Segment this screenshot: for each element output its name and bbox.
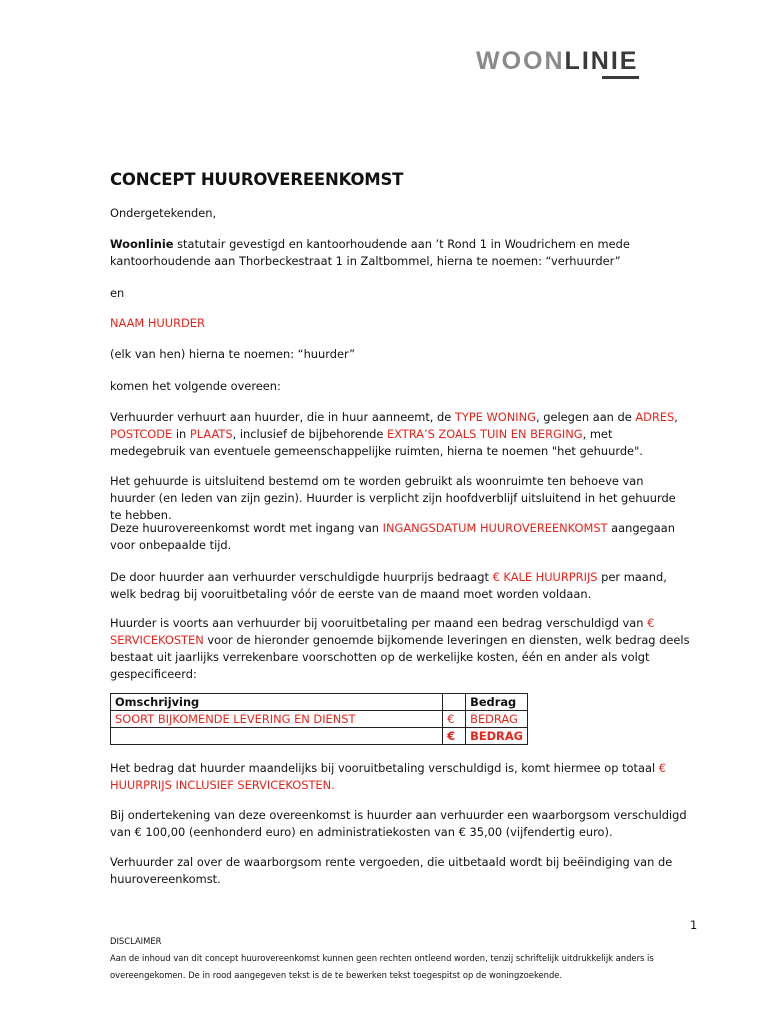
placeholder-servicekosten: € SERVICEKOSTEN [110, 616, 655, 647]
deposit-paragraph: Bij ondertekening van deze overeenkomst is huurder aan verhuurder een waarborgsom verschuldigd van € 100,00 (eenhonderd euro) en administratiekosten van € 35,00 (vijfendertig euro). [110, 808, 687, 839]
row-amount: BEDRAG [466, 711, 528, 728]
header-omschrijving: Omschrijving [111, 694, 443, 711]
placeholder-ingangsdatum: INGANGSDATUM HUUROVEREENKOMST [382, 521, 608, 535]
document-title: CONCEPT HUUROVEREENKOMST [110, 170, 404, 189]
service-costs-paragraph: Huurder is voorts aan verhuurder bij vooruitbetaling per maand een bedrag verschuldigd van € SERVICEKOSTEN voor de hieronder genoemde bijkomende leveringen en diensten, welk bedrag deels bestaat uit jaarlijks verrekenbare voorschotten op de werkelijke kosten, één en ander als volgt gespecificeerd: [110, 616, 690, 681]
placeholder-huurprijs-inclusief: € HUURPRIJS INCLUSIEF SERVICEKOSTEN. [110, 761, 666, 792]
rent-price-paragraph: De door huurder aan verhuurder verschuldigde huurprijs bedraagt € KALE HUURPRIJS per maand, welk bedrag bij vooruitbetaling vóór de eerste van de maand moet worden voldaan. [110, 570, 667, 601]
service-costs-table [110, 693, 528, 745]
page-number: 1 [690, 918, 698, 932]
placeholder-kale-huurprijs: € KALE HUURPRIJS [492, 570, 598, 584]
total-currency: € [443, 728, 466, 745]
placeholder-adres: ADRES [635, 410, 675, 424]
table-header-row [111, 694, 528, 711]
disclaimer-text: Aan de inhoud van dit concept huurovereenkomst kunnen geen rechten ontleend worden, tenzij schriftelijk uitdrukkelijk anders is overeengekomen. De in rood aangegeven tekst is de te bewerken tekst toegespitst op de woningzoekende. [110, 953, 654, 980]
disclaimer-title: DISCLAIMER [110, 936, 162, 946]
header-bedrag: Bedrag [466, 694, 528, 711]
opening-paragraph: Ondergetekenden, [110, 206, 217, 220]
woonlinie-logo [476, 48, 638, 74]
tenant-reference-paragraph: (elk van hen) hierna te noemen: “huurder” [110, 347, 356, 361]
placeholder-type-woning: TYPE WONING [454, 410, 536, 424]
table-total-row [111, 728, 528, 745]
logo-part-woon: WOON [476, 47, 565, 75]
company-name: Woonlinie [110, 237, 174, 251]
placeholder-plaats: PLAATS [189, 427, 233, 441]
total-paragraph: Het bedrag dat huurder maandelijks bij vooruitbetaling verschuldigd is, komt hiermee op totaal € HUURPRIJS INCLUSIEF SERVICEKOSTEN. [110, 761, 666, 792]
agreement-paragraph: komen het volgende overeen: [110, 379, 281, 393]
placeholder-postcode: POSTCODE [110, 427, 173, 441]
start-date-paragraph: Deze huurovereenkomst wordt met ingang van INGANGSDATUM HUUROVEREENKOMST aangegaan voor onbepaalde tijd. [110, 521, 675, 552]
and-paragraph: en [110, 286, 125, 300]
landlord-paragraph: Woonlinie statutair gevestigd en kantoorhoudende aan ’t Rond 1 in Woudrichem en mede kantoorhoudende aan Thorbeckestraat 1 in Zaltbommel, hierna te noemen: “verhuurder” [110, 237, 630, 268]
table-row [111, 711, 528, 728]
tenant-name-placeholder: NAAM HUURDER [110, 316, 205, 330]
row-currency: € [443, 711, 466, 728]
logo-underline [602, 76, 639, 79]
rental-object-paragraph: Verhuurder verhuurt aan huurder, die in huur aanneemt, de TYPE WONING, gelegen aan de ADRES, POSTCODE in PLAATS, inclusief de bijbehorende EXTRA’S ZOALS TUIN EN BERGING, met medegebruik van eventuele gemeenschappelijke ruimten, hierna te noemen "het gehuurde". [110, 410, 678, 458]
row-description: SOORT BIJKOMENDE LEVERING EN DIENST [111, 711, 443, 728]
usage-paragraph: Het gehuurde is uitsluitend bestemd om te worden gebruikt als woonruimte ten behoeve van huurder (en leden van zijn gezin). Huurder is verplicht zijn hoofdverblijf uitsluitend in het gehuurde te hebben. [110, 474, 676, 522]
interest-paragraph: Verhuurder zal over de waarborgsom rente vergoeden, die uitbetaald wordt bij beëindiging van de huurovereenkomst. [110, 855, 673, 886]
total-amount: BEDRAG [466, 728, 528, 745]
logo-part-linie: LINIE [564, 47, 639, 75]
placeholder-extras: EXTRA’S ZOALS TUIN EN BERGING [386, 427, 583, 441]
